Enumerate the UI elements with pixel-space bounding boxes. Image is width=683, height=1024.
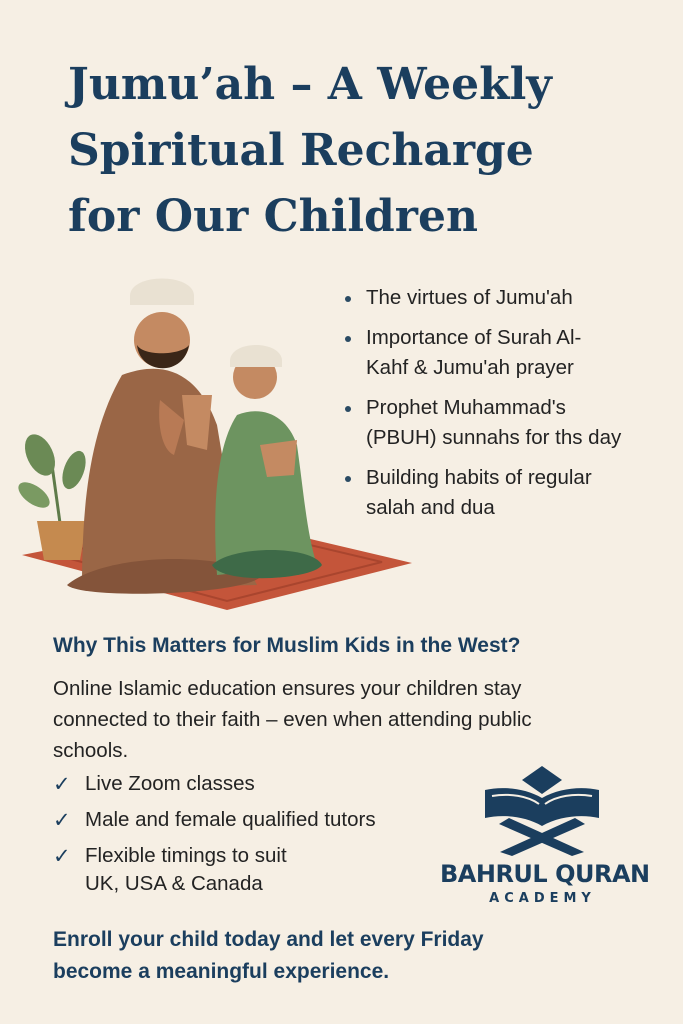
- feature-text: [85, 842, 287, 898]
- open-quran-on-stand-icon: [440, 760, 645, 856]
- call-to-action: [53, 924, 653, 988]
- topic-text: Building habits of regular: [366, 466, 592, 489]
- checkmark-icon: ✓: [53, 808, 71, 832]
- list-item: [53, 842, 376, 898]
- body-line: Online Islamic education ensures your children stay: [53, 677, 522, 700]
- topic-text: (PBUH) sunnahs for ths day: [366, 426, 622, 449]
- logo-subtitle: ACADEMY: [489, 891, 596, 906]
- topics-list: [340, 283, 675, 533]
- feature-line: Live Zoom classes: [85, 772, 255, 795]
- topic-text: The virtues of Jumu'ah: [366, 286, 573, 309]
- cta-line: Enroll your child today and let every Friday: [53, 928, 484, 951]
- body-line: schools.: [53, 739, 129, 762]
- section-heading: Why This Matters for Muslim Kids in the West?: [53, 634, 521, 657]
- page-title: [68, 52, 668, 250]
- title-line-1: Jumu’ah – A Weekly: [68, 59, 552, 110]
- section-body: [53, 673, 653, 766]
- body-line: connected to their faith – even when attending public: [53, 708, 532, 731]
- feature-text: [85, 770, 255, 798]
- features-list: [53, 770, 376, 906]
- topic-text: Kahf & Jumu'ah prayer: [366, 356, 574, 379]
- title-line-2: Spiritual Recharge: [68, 125, 534, 176]
- list-item: [340, 393, 675, 453]
- checkmark-icon: ✓: [53, 772, 71, 796]
- list-item: [340, 283, 675, 313]
- logo-name: BAHRUL QURAN: [440, 860, 650, 888]
- topic-text: Importance of Surah Al-: [366, 326, 582, 349]
- feature-line: Flexible timings to suit: [85, 844, 287, 867]
- list-item: [53, 770, 376, 798]
- feature-text: [85, 806, 376, 834]
- feature-line: UK, USA & Canada: [85, 872, 263, 895]
- potted-plant: [14, 430, 90, 560]
- title-line-3: for Our Children: [68, 191, 478, 242]
- topic-text: Prophet Muhammad's: [366, 396, 566, 419]
- feature-line: Male and female qualified tutors: [85, 808, 376, 831]
- list-item: [53, 806, 376, 834]
- list-item: [340, 463, 675, 523]
- topic-text: salah and dua: [366, 496, 495, 519]
- list-item: [340, 323, 675, 383]
- checkmark-icon: ✓: [53, 844, 71, 868]
- cta-line: become a meaningful experience.: [53, 960, 390, 983]
- child-figure: [212, 345, 322, 578]
- academy-logo: [440, 760, 650, 910]
